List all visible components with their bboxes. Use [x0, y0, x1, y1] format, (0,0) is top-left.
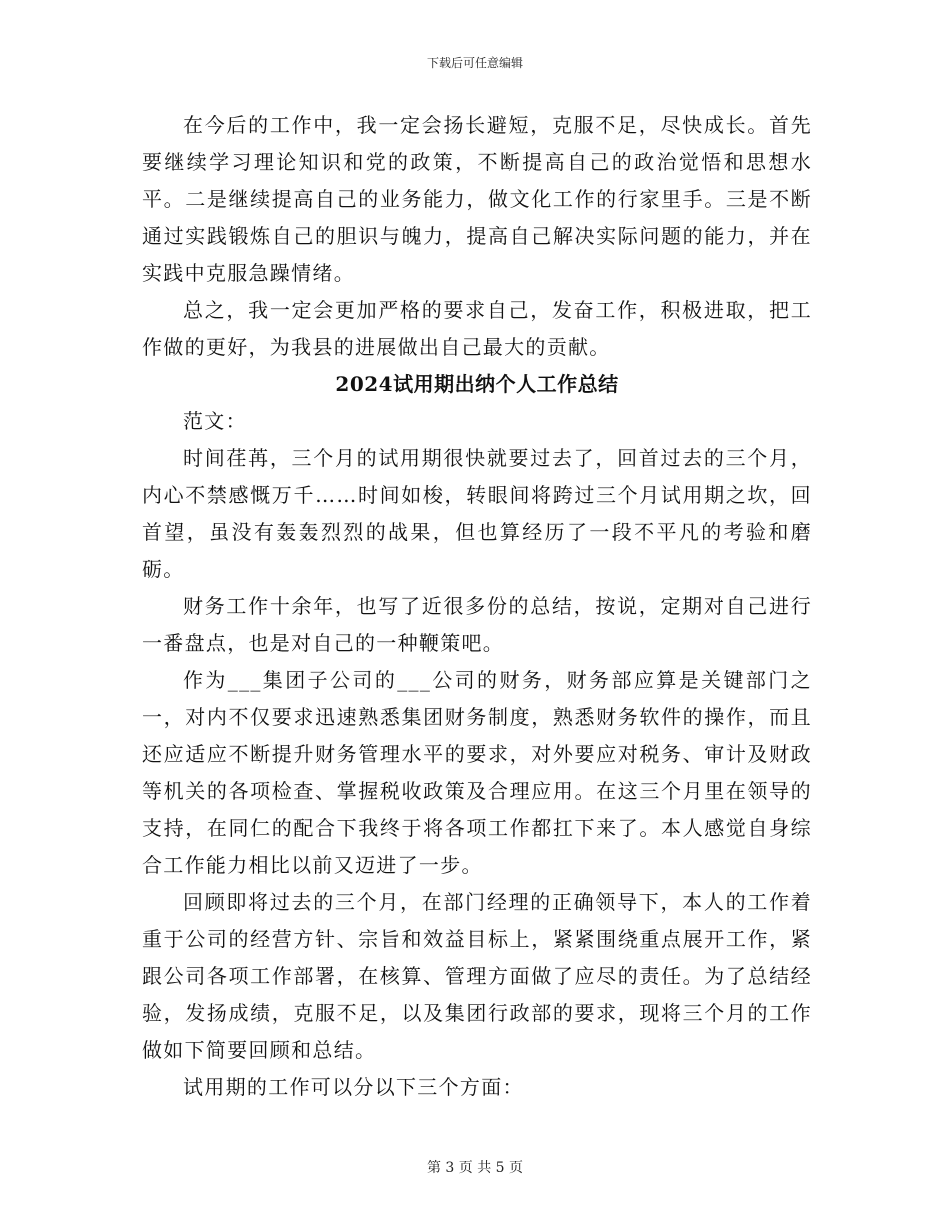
paragraph-6: 作为___集团子公司的___公司的财务，财务部应算是关键部门之一，对内不仅要求迅速熟悉集团财务制度，熟悉财务软件的操作，而且还应适应不断提升财务管理水平的要求，对外要应对税务、审计及财政等机关的各项检查、掌握税收政策及合理应用。在这三个月里在领导的支持，在同仁的配合下我终于将各项工作都扛下来了。本人感觉自身综合工作能力相比以前又迈进了一步。 — [142, 668, 812, 877]
section-heading: 2024试用期出纳个人工作总结 — [335, 372, 619, 396]
paragraph-8: 试用期的工作可以分以下三个方面： — [183, 1075, 524, 1099]
paragraph-4: 时间荏苒，三个月的试用期很快就要过去了，回首过去的三个月，内心不禁感慨万千……时间如梭，转眼间将跨过三个月试用期之坎，回首望，虽没有轰轰烈烈的战果，但也算经历了一段不平凡的考验和磨砺。 — [142, 446, 812, 581]
document-body — [142, 107, 812, 1106]
paragraph-2: 总之，我一定会更加严格的要求自己，发奋工作，积极进取，把工作做的更好，为我县的进展做出自己最大的贡献。 — [142, 298, 812, 359]
page-footer: 第 3 页 共 5 页 — [426, 1160, 524, 1176]
paragraph-1: 在今后的工作中，我一定会扬长避短，克服不足，尽快成长。首先要继续学习理论知识和党的政策，不断提高自己的政治觉悟和思想水平。二是继续提高自己的业务能力，做文化工作的行家里手。三是不断通过实践锻炼自己的胆识与魄力，提高自己解决实际问题的能力，并在实践中克服急躁情绪。 — [142, 113, 812, 285]
paragraph-3: 范文： — [183, 409, 247, 433]
header-note: 下载后可任意编辑 — [426, 56, 523, 70]
paragraph-7: 回顾即将过去的三个月，在部门经理的正确领导下，本人的工作着重于公司的经营方针、宗旨和效益目标上，紧紧围绕重点展开工作，紧跟公司各项工作部署，在核算、管理方面做了应尽的责任。为了总结经验，发扬成绩，克服不足，以及集团行政部的要求，现将三个月的工作做如下简要回顾和总结。 — [142, 890, 812, 1062]
paragraph-5: 财务工作十余年，也写了近很多份的总结，按说，定期对自己进行一番盘点，也是对自己的一种鞭策吧。 — [142, 594, 812, 655]
